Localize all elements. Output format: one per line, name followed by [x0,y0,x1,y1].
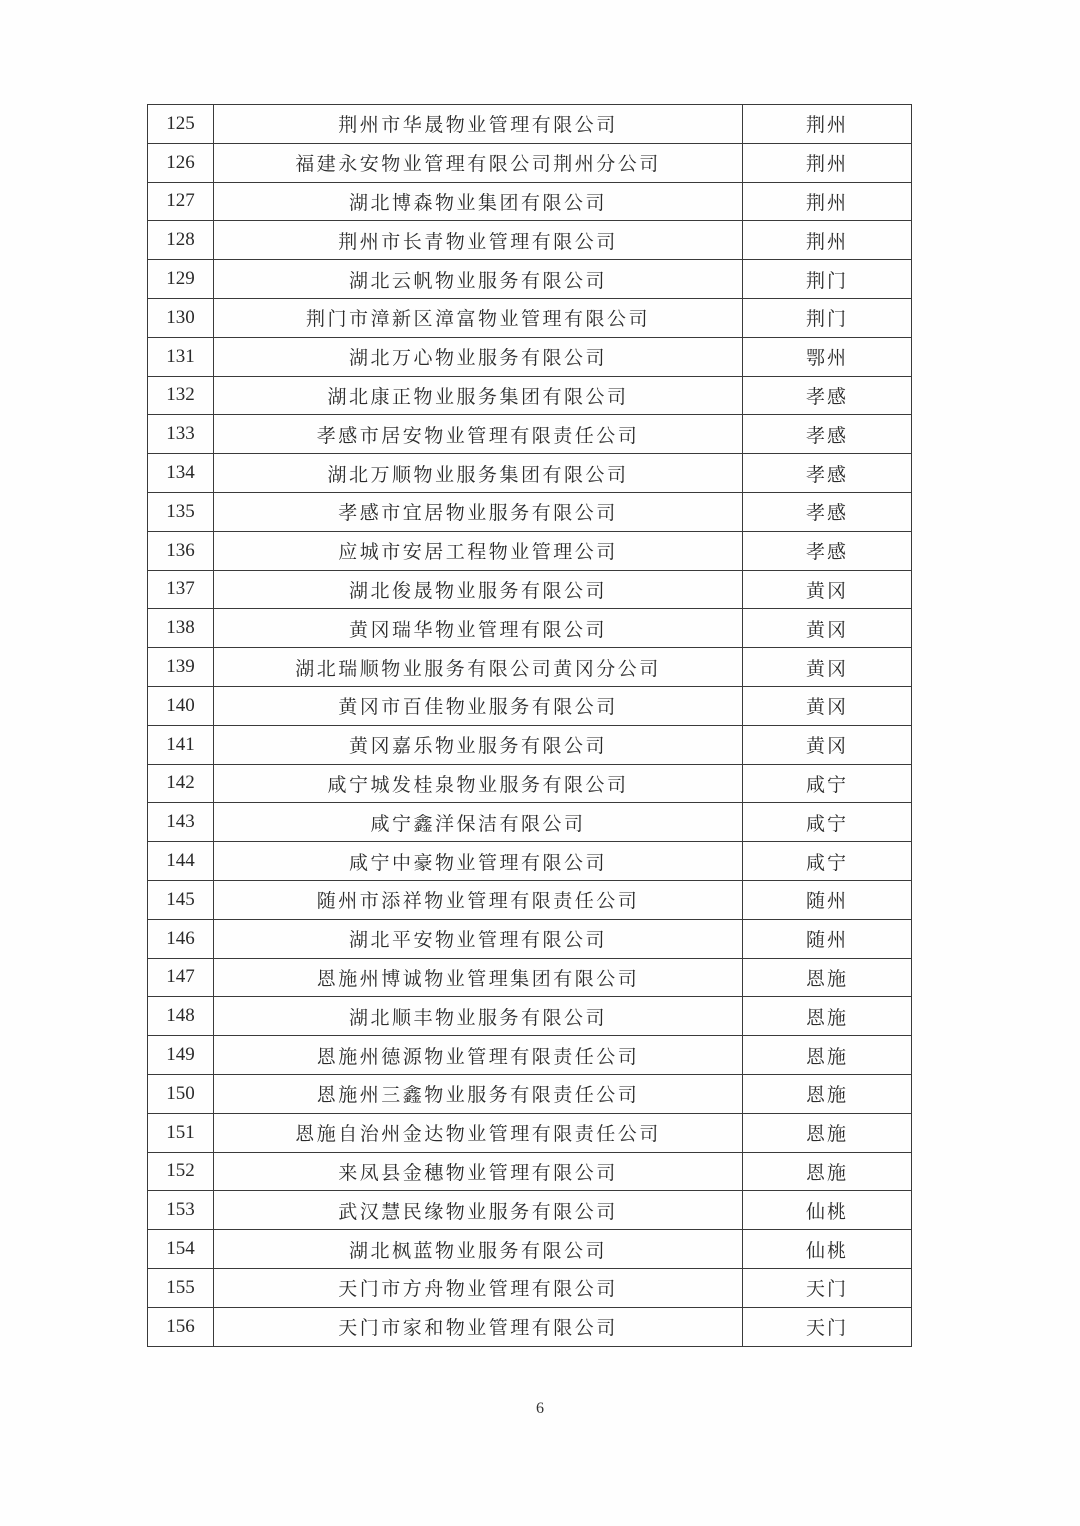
table-row [148,182,912,221]
row-number-cell: 141 [148,725,214,764]
city-cell: 孝感 [743,492,912,531]
company-name-cell: 黄冈嘉乐物业服务有限公司 [214,725,743,764]
city-cell: 黄冈 [743,609,912,648]
row-number-cell: 133 [148,415,214,454]
row-number-cell: 143 [148,803,214,842]
row-number-cell: 153 [148,1191,214,1230]
row-number-cell: 148 [148,997,214,1036]
row-number-cell: 142 [148,764,214,803]
company-name-cell: 咸宁城发桂泉物业服务有限公司 [214,764,743,803]
table-row [148,531,912,570]
company-name-cell: 孝感市居安物业管理有限责任公司 [214,415,743,454]
city-cell: 恩施 [743,1152,912,1191]
table-row [148,764,912,803]
table-row [148,376,912,415]
company-name-cell: 湖北博森物业集团有限公司 [214,182,743,221]
row-number-cell: 130 [148,298,214,337]
row-number-cell: 135 [148,492,214,531]
company-name-cell: 湖北平安物业管理有限公司 [214,919,743,958]
table-row [148,1152,912,1191]
city-cell: 咸宁 [743,764,912,803]
company-name-cell: 咸宁鑫洋保洁有限公司 [214,803,743,842]
company-name-cell: 咸宁中豪物业管理有限公司 [214,842,743,881]
table-row [148,143,912,182]
company-name-cell: 黄冈市百佳物业服务有限公司 [214,686,743,725]
city-cell: 恩施 [743,1074,912,1113]
city-cell: 荆州 [743,182,912,221]
table-row [148,648,912,687]
company-name-cell: 武汉慧民缘物业服务有限公司 [214,1191,743,1230]
city-cell: 咸宁 [743,803,912,842]
city-cell: 鄂州 [743,337,912,376]
city-cell: 孝感 [743,531,912,570]
row-number-cell: 126 [148,143,214,182]
row-number-cell: 136 [148,531,214,570]
company-name-cell: 荆州市长青物业管理有限公司 [214,221,743,260]
company-name-cell: 恩施州三鑫物业服务有限责任公司 [214,1074,743,1113]
city-cell: 荆门 [743,260,912,299]
city-cell: 孝感 [743,454,912,493]
row-number-cell: 146 [148,919,214,958]
city-cell: 荆州 [743,105,912,144]
row-number-cell: 134 [148,454,214,493]
row-number-cell: 128 [148,221,214,260]
company-name-cell: 湖北俊晟物业服务有限公司 [214,570,743,609]
table-row [148,1230,912,1269]
row-number-cell: 132 [148,376,214,415]
city-cell: 荆门 [743,298,912,337]
company-name-cell: 湖北瑞顺物业服务有限公司黄冈分公司 [214,648,743,687]
row-number-cell: 127 [148,182,214,221]
row-number-cell: 152 [148,1152,214,1191]
city-cell: 随州 [743,919,912,958]
table-row [148,1113,912,1152]
city-cell: 黄冈 [743,686,912,725]
company-name-cell: 湖北云帆物业服务有限公司 [214,260,743,299]
city-cell: 黄冈 [743,570,912,609]
row-number-cell: 154 [148,1230,214,1269]
city-cell: 荆州 [743,143,912,182]
table-body [148,105,912,1347]
table-row [148,842,912,881]
table-row [148,105,912,144]
company-name-cell: 湖北万顺物业服务集团有限公司 [214,454,743,493]
row-number-cell: 151 [148,1113,214,1152]
company-name-cell: 随州市添祥物业管理有限责任公司 [214,880,743,919]
company-name-cell: 荆门市漳新区漳富物业管理有限公司 [214,298,743,337]
city-cell: 仙桃 [743,1230,912,1269]
company-name-cell: 来凤县金穗物业管理有限公司 [214,1152,743,1191]
company-name-cell: 湖北顺丰物业服务有限公司 [214,997,743,1036]
city-cell: 黄冈 [743,648,912,687]
table-row [148,260,912,299]
row-number-cell: 155 [148,1268,214,1307]
table-row [148,919,912,958]
company-name-cell: 天门市方舟物业管理有限公司 [214,1268,743,1307]
table-row [148,725,912,764]
company-name-cell: 恩施自治州金达物业管理有限责任公司 [214,1113,743,1152]
table-row [148,997,912,1036]
table-row [148,570,912,609]
company-name-cell: 天门市家和物业管理有限公司 [214,1307,743,1346]
company-name-cell: 黄冈瑞华物业管理有限公司 [214,609,743,648]
city-cell: 恩施 [743,1036,912,1075]
city-cell: 孝感 [743,376,912,415]
table-row [148,880,912,919]
row-number-cell: 147 [148,958,214,997]
row-number-cell: 145 [148,880,214,919]
company-name-cell: 福建永安物业管理有限公司荆州分公司 [214,143,743,182]
table-row [148,337,912,376]
table-row [148,298,912,337]
company-name-cell: 湖北康正物业服务集团有限公司 [214,376,743,415]
city-cell: 咸宁 [743,842,912,881]
city-cell: 荆州 [743,221,912,260]
table-row [148,1074,912,1113]
company-name-cell: 恩施州博诚物业管理集团有限公司 [214,958,743,997]
table-row [148,415,912,454]
table-row [148,686,912,725]
row-number-cell: 139 [148,648,214,687]
company-name-cell: 湖北万心物业服务有限公司 [214,337,743,376]
row-number-cell: 131 [148,337,214,376]
row-number-cell: 137 [148,570,214,609]
row-number-cell: 129 [148,260,214,299]
city-cell: 天门 [743,1268,912,1307]
company-name-cell: 湖北枫蓝物业服务有限公司 [214,1230,743,1269]
row-number-cell: 144 [148,842,214,881]
city-cell: 仙桃 [743,1191,912,1230]
row-number-cell: 149 [148,1036,214,1075]
page-number: 6 [536,1400,544,1417]
city-cell: 随州 [743,880,912,919]
table-row [148,1036,912,1075]
table-row [148,221,912,260]
company-name-cell: 恩施州德源物业管理有限责任公司 [214,1036,743,1075]
table-row [148,492,912,531]
table-row [148,958,912,997]
table-row [148,1191,912,1230]
city-cell: 恩施 [743,997,912,1036]
city-cell: 天门 [743,1307,912,1346]
company-list-table [147,104,912,1347]
row-number-cell: 150 [148,1074,214,1113]
city-cell: 恩施 [743,1113,912,1152]
table-row [148,609,912,648]
company-name-cell: 荆州市华晟物业管理有限公司 [214,105,743,144]
company-name-cell: 孝感市宜居物业服务有限公司 [214,492,743,531]
row-number-cell: 156 [148,1307,214,1346]
table-row [148,803,912,842]
row-number-cell: 125 [148,105,214,144]
table-row [148,454,912,493]
city-cell: 孝感 [743,415,912,454]
table-row [148,1268,912,1307]
row-number-cell: 138 [148,609,214,648]
city-cell: 黄冈 [743,725,912,764]
city-cell: 恩施 [743,958,912,997]
table-row [148,1307,912,1346]
company-name-cell: 应城市安居工程物业管理公司 [214,531,743,570]
row-number-cell: 140 [148,686,214,725]
